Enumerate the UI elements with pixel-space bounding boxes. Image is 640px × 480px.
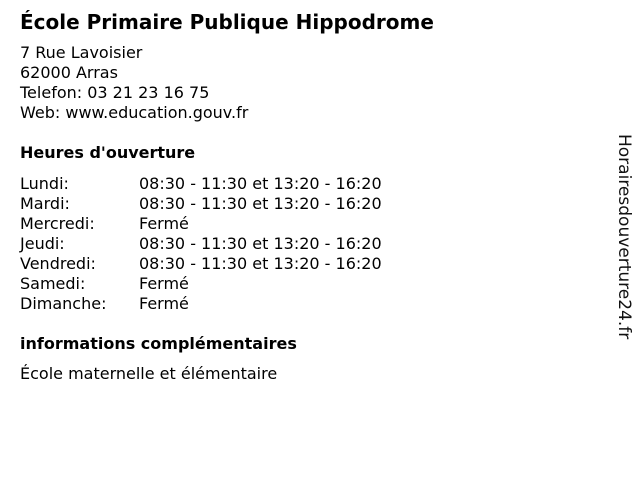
hours-row-tuesday <box>20 194 580 214</box>
day-label: Vendredi: <box>20 254 96 273</box>
hours-row-thursday <box>20 234 580 254</box>
school-name-title: École Primaire Publique Hippodrome <box>20 10 434 34</box>
day-label: Samedi: <box>20 274 86 293</box>
phone-number: Telefon: 03 21 23 16 75 <box>20 83 210 102</box>
address-block <box>20 43 580 123</box>
day-label: Mercredi: <box>20 214 95 233</box>
time-value: Fermé <box>139 274 189 293</box>
day-label: Dimanche: <box>20 294 107 313</box>
hours-row-monday <box>20 174 580 194</box>
time-value: Fermé <box>139 214 189 233</box>
hours-row-sunday <box>20 294 580 314</box>
hours-row-saturday <box>20 274 580 294</box>
city-postal-code: 62000 Arras <box>20 63 118 82</box>
website-link[interactable]: Web: www.education.gouv.fr <box>20 103 249 122</box>
school-info-card <box>20 8 580 384</box>
day-label: Mardi: <box>20 194 70 213</box>
time-value: 08:30 - 11:30 et 13:20 - 16:20 <box>139 194 382 213</box>
additional-info-heading: informations complémentaires <box>20 334 297 353</box>
street-address: 7 Rue Lavoisier <box>20 43 143 62</box>
additional-info-text: École maternelle et élémentaire <box>20 364 278 383</box>
time-value: 08:30 - 11:30 et 13:20 - 16:20 <box>139 254 382 273</box>
day-label: Jeudi: <box>20 234 65 253</box>
time-value: 08:30 - 11:30 et 13:20 - 16:20 <box>139 174 382 193</box>
opening-hours-heading: Heures d'ouverture <box>20 143 196 162</box>
hours-row-wednesday <box>20 214 580 234</box>
site-watermark: Horairesdouverture24.fr <box>614 134 634 340</box>
time-value: 08:30 - 11:30 et 13:20 - 16:20 <box>139 234 382 253</box>
day-label: Lundi: <box>20 174 69 193</box>
time-value: Fermé <box>139 294 189 313</box>
opening-hours-table <box>20 174 580 314</box>
hours-row-friday <box>20 254 580 274</box>
